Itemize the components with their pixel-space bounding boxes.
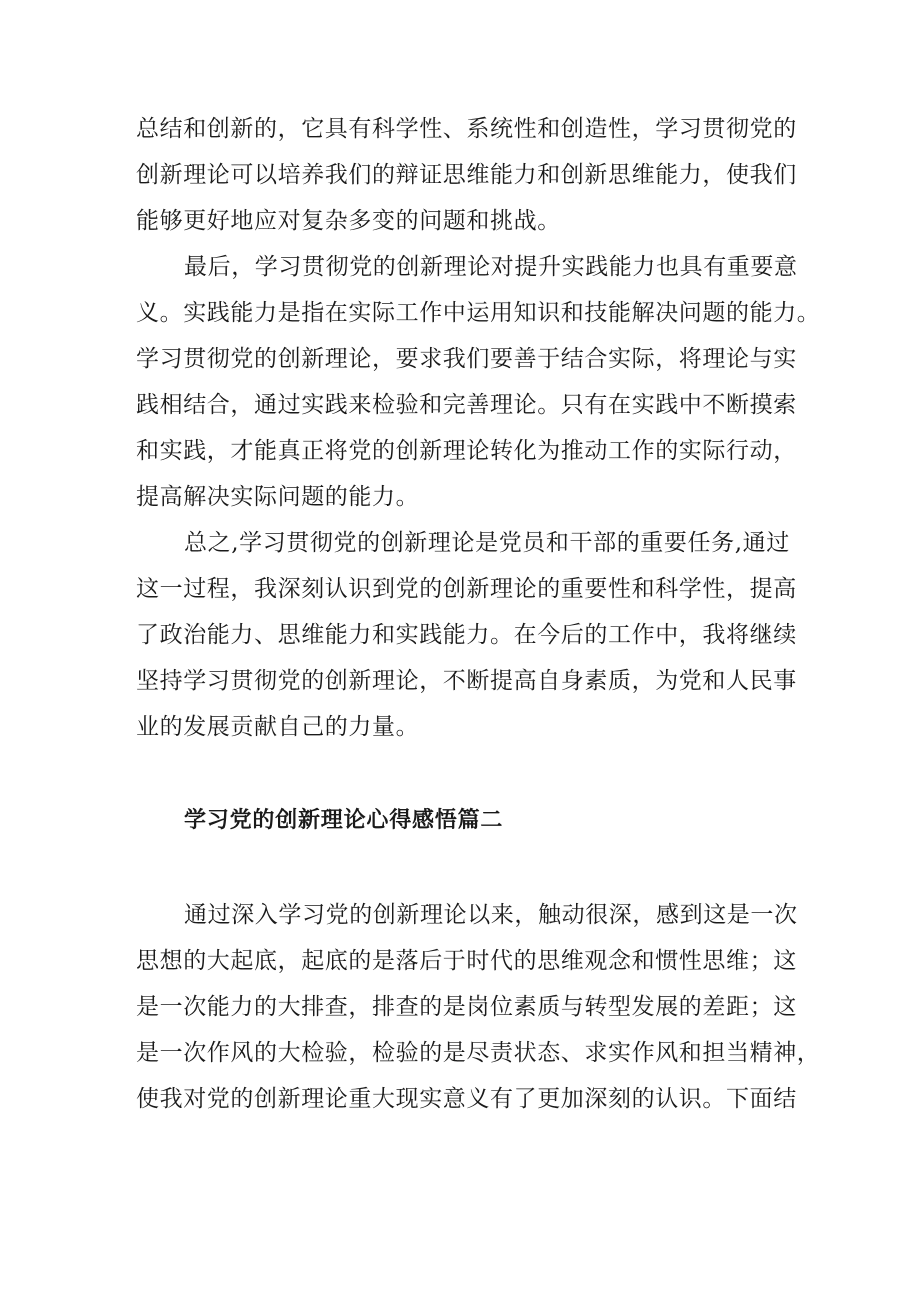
spacer bbox=[136, 844, 796, 892]
text-line: 最后，学习贯彻党的创新理论对提升实践能力也具有重要意 bbox=[184, 254, 798, 280]
document-page bbox=[136, 106, 821, 1122]
paragraph-3 bbox=[136, 520, 796, 750]
text-line: 这一过程，我深刻认识到党的创新理论的重要性和科学性，提高 bbox=[136, 576, 797, 602]
text-line: 坚持学习贯彻党的创新理论，不断提高自身素质，为党和人民事 bbox=[136, 668, 797, 694]
text-line: 是一次能力的大排查，排查的是岗位素质与转型发展的差距；这 bbox=[136, 994, 797, 1020]
text-line: 使我对党的创新理论重大现实意义有了更加深刻的认识。下面结 bbox=[136, 1086, 797, 1112]
text-line: 提高解决实际问题的能力。 bbox=[136, 484, 420, 510]
text-line: 义。实践能力是指在实际工作中运用知识和技能解决问题的能力。 bbox=[136, 300, 821, 326]
text-line: 业的发展贡献自己的力量。 bbox=[136, 714, 420, 740]
text-line: 能够更好地应对复杂多变的问题和挑战。 bbox=[136, 208, 561, 234]
text-line: 通过深入学习党的创新理论以来，触动很深，感到这是一次 bbox=[184, 902, 798, 928]
paragraph-2 bbox=[136, 244, 821, 520]
text-line: 思想的大起底，起底的是落后于时代的思维观念和惯性思维；这 bbox=[136, 948, 797, 974]
text-line: 了政治能力、思维能力和实践能力。在今后的工作中，我将继续 bbox=[136, 622, 797, 648]
text-line: 总结和创新的，它具有科学性、系统性和创造性，学习贯彻党的 bbox=[136, 116, 797, 142]
text-line: 学习贯彻党的创新理论，要求我们要善于结合实际，将理论与实 bbox=[136, 346, 797, 372]
spacer bbox=[136, 750, 796, 798]
text-line: 践相结合，通过实践来检验和完善理论。只有在实践中不断摸索 bbox=[136, 392, 797, 418]
paragraph-1 bbox=[136, 106, 796, 244]
text-line: 创新理论可以培养我们的辩证思维能力和创新思维能力，使我们 bbox=[136, 162, 797, 188]
paragraph-4 bbox=[136, 892, 821, 1122]
section-heading: 学习党的创新理论心得感悟篇二 bbox=[184, 808, 504, 833]
text-line: 和实践，才能真正将党的创新理论转化为推动工作的实际行动， bbox=[136, 438, 797, 464]
text-line: 是一次作风的大检验，检验的是尽责状态、求实作风和担当精神， bbox=[136, 1040, 821, 1066]
text-line: 总之,学习贯彻党的创新理论是党员和干部的重要任务,通过 bbox=[184, 530, 790, 556]
